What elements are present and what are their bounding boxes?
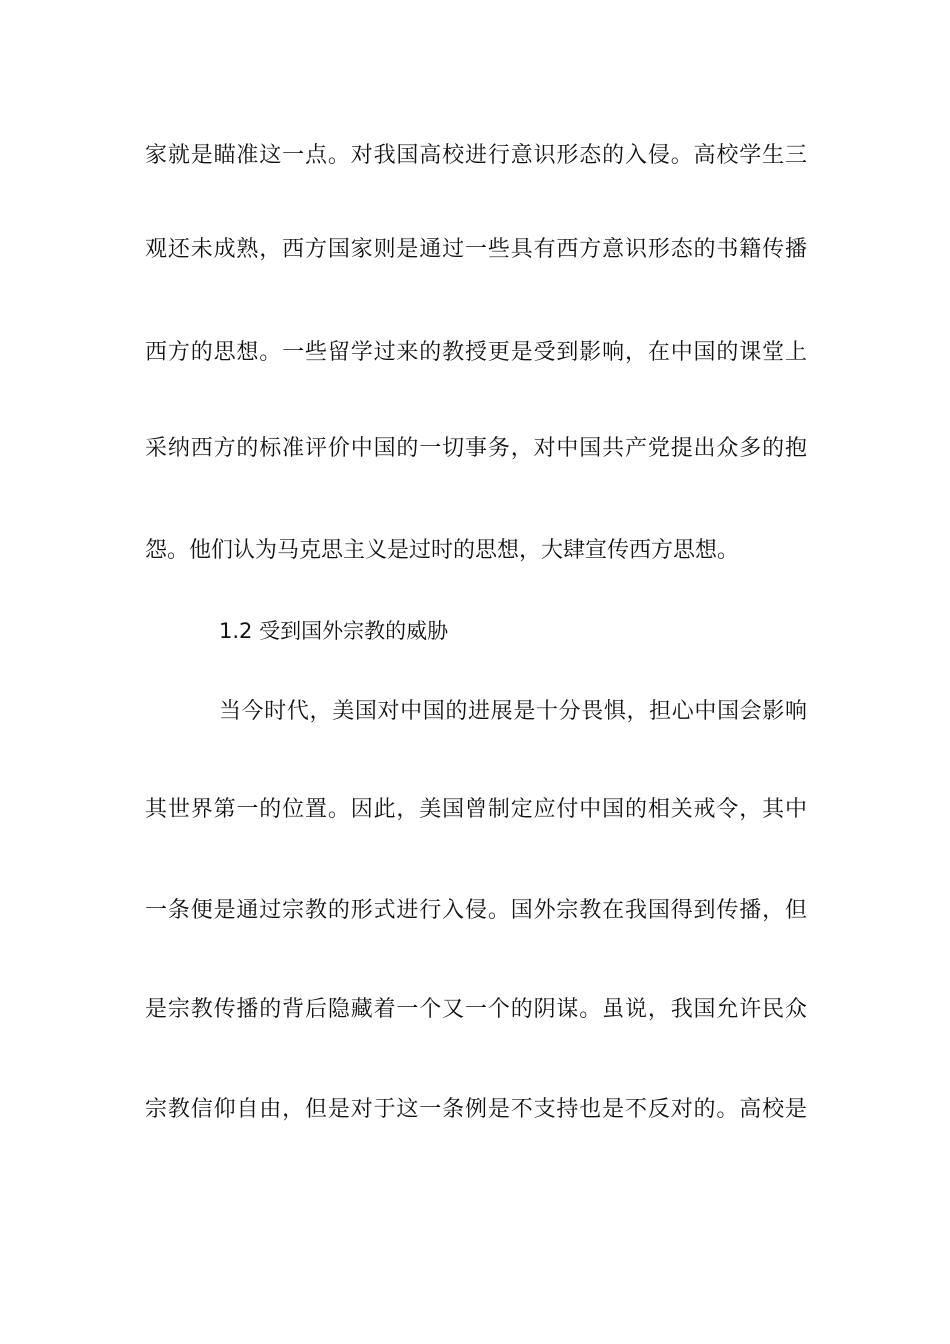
- paragraph-line: 家就是瞄准这一点。对我国高校进行意识形态的入侵。高校学生三: [145, 143, 807, 168]
- paragraph-line: 宗教信仰自由，但是对于这一条例是不支持也是不反对的。高校是: [145, 1097, 807, 1122]
- paragraph-line: 采纳西方的标准评价中国的一切事务，对中国共产党提出众多的抱: [145, 436, 807, 461]
- paragraph-line: 是宗教传播的背后隐藏着一个又一个的阴谋。虽说，我国允许民众: [145, 997, 807, 1022]
- paragraph-line: 一条便是通过宗教的形式进行入侵。国外宗教在我国得到传播，但: [145, 898, 807, 923]
- paragraph-line: 西方的思想。一些留学过来的教授更是受到影响，在中国的课堂上: [145, 340, 807, 365]
- section-heading: 1.2 受到国外宗教的威胁: [219, 619, 449, 643]
- paragraph-line: 当今时代，美国对中国的进展是十分畏惧，担心中国会影响: [219, 699, 807, 724]
- paragraph-line: 观还未成熟，西方国家则是通过一些具有西方意识形态的书籍传播: [145, 237, 807, 262]
- paragraph-line: 怨。他们认为马克思主义是过时的思想，大肆宣传西方思想。: [145, 538, 740, 563]
- paragraph-line: 其世界第一的位置。因此，美国曾制定应付中国的相关戒令，其中: [145, 797, 807, 822]
